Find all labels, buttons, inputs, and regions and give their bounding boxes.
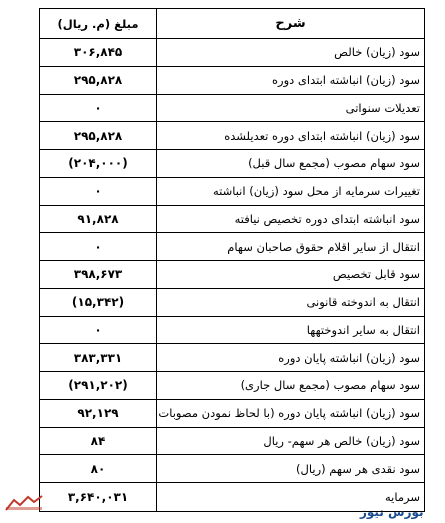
row-amount: (۱۵,۳۴۲) (71, 295, 125, 310)
table-row (40, 400, 424, 428)
row-amount: ۳,۶۴۰,۰۳۱ (67, 489, 129, 504)
data-table (39, 8, 425, 512)
table-row (40, 455, 424, 483)
row-amount: (۲۰۴,۰۰۰) (68, 156, 128, 171)
table-row (40, 428, 424, 456)
row-description: سود سهام مصوب (مجمع سال جاری) (156, 372, 424, 399)
table-row (40, 122, 424, 150)
row-amount: ۳۰۶,۸۴۵ (73, 45, 123, 60)
table-row (40, 67, 424, 95)
table-row (40, 206, 424, 234)
row-amount: ۰ (94, 184, 102, 199)
row-description: سود سهام مصوب (مجمع سال قبل) (156, 150, 424, 177)
row-amount: ۲۹۵,۸۲۸ (73, 128, 123, 143)
row-description: سود نقدی هر سهم (ریال) (156, 455, 424, 482)
row-amount: ۳۹۸,۶۷۳ (73, 267, 123, 282)
row-description: تغییرات سرمایه از محل سود (زیان) انباشته (156, 178, 424, 205)
table-row (40, 372, 424, 400)
row-description: سود (زیان) خالص (156, 39, 424, 66)
row-description: سود (زیان) انباشته پایان دوره (156, 344, 424, 371)
row-description: سود (زیان) خالص هر سهم- ریال (156, 428, 424, 455)
row-amount: ۸۴ (90, 433, 106, 448)
table-row (40, 150, 424, 178)
header-amount: مبلغ (م. ریال) (57, 16, 139, 31)
row-description: سود (زیان) انباشته پایان دوره (با لحاظ نمودن مصوبات (156, 400, 424, 427)
row-description: انتقال به اندوخته قانونی (156, 289, 424, 316)
row-amount: ۸۰ (90, 461, 106, 476)
row-amount: ۰ (94, 322, 102, 337)
row-description: سود انباشته ابتدای دوره تخصیص نیافته (156, 206, 424, 233)
row-description: سود (زیان) انباشته ابتدای دوره تعدیلشده (156, 122, 424, 149)
row-amount: ۲۹۵,۸۲۸ (73, 73, 123, 88)
table-header (40, 9, 424, 39)
table-row (40, 261, 424, 289)
watermark-text: بورس نیوز (360, 505, 424, 519)
header-description: شرح (156, 9, 424, 38)
bourse-news-logo-icon (4, 494, 44, 512)
table-row (40, 39, 424, 67)
row-amount: ۹۱,۸۲۸ (77, 211, 119, 226)
table-row (40, 178, 424, 206)
table-row (40, 233, 424, 261)
table-row (40, 317, 424, 345)
row-description: انتقال از سایر اقلام حقوق صاحبان سهام (156, 233, 424, 260)
table-row (40, 289, 424, 317)
row-description: تعدیلات سنواتی (156, 95, 424, 122)
row-amount: ۰ (94, 100, 102, 115)
table-row (40, 95, 424, 123)
row-description: سود (زیان) انباشته ابتدای دوره (156, 67, 424, 94)
row-amount: (۲۹۱,۲۰۲) (68, 378, 128, 393)
table-row (40, 344, 424, 372)
row-amount: ۹۲,۱۲۹ (77, 406, 119, 421)
row-description: سرمایه (156, 483, 424, 511)
row-description: سود قابل تخصیص (156, 261, 424, 288)
row-amount: ۰ (94, 239, 102, 254)
row-description: انتقال به سایر اندوختهها (156, 317, 424, 344)
row-amount: ۳۸۳,۳۳۱ (73, 350, 123, 365)
